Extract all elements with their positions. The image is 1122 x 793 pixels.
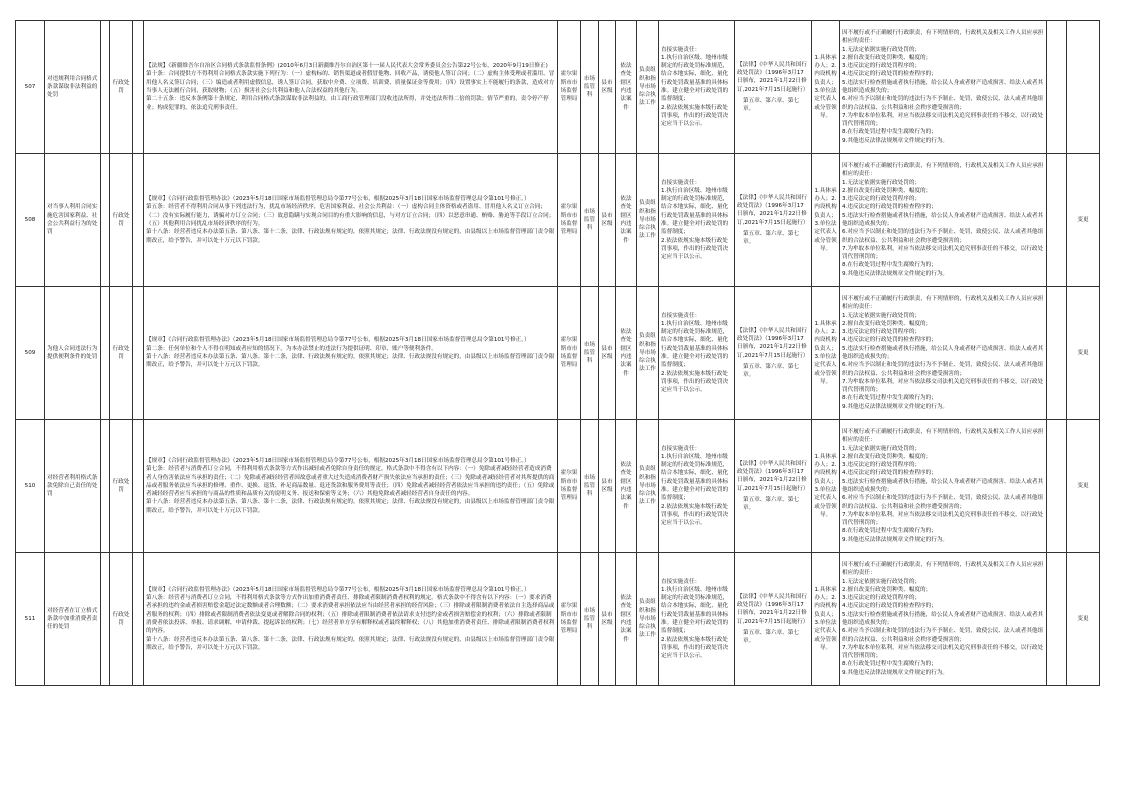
item-number: 510 [16, 420, 45, 553]
accountability-line: 8.在行政处罚过程中发生腐败行为的； [842, 262, 937, 269]
legal-paragraph: 【法规】《新疆维吾尔自治区合同格式条款监督条例》(2010年6月3日新疆维吾尔自治区第十一届人民代表大会常务委员会公告第22号公布，2020年9月19日修正) [146, 63, 548, 70]
duty-line: 2.依法依规实施本级行政处罚事项，作出的行政处罚决定应当于以公示。 [661, 104, 729, 128]
exercise-level: 县市区级 [599, 287, 616, 420]
accountability-line: 9.其他违反法律法规规章文件规定的行为。 [842, 536, 949, 543]
accountability-line: 因不履行或不正确履行行政职责，有下列情形的，行政机关及相关工作人员应承担相应的责任： [842, 295, 1044, 311]
accountability-line: 3.违反法定的行政处罚程序的； [842, 196, 921, 203]
remark-cell: 变更 [1067, 420, 1100, 553]
responsible-persons: 1.具体承办人；2.内设机构负责人；3.单位法定代表人或分管领导。 [812, 553, 840, 686]
legal-paragraph: 第二条：任何单位和个人不得在明知或者应知的情况下，为本办法禁止的违法行为提供证明、印章、账户等便利条件。 [146, 345, 437, 352]
legal-basis [144, 553, 558, 686]
accountability-line: 因不履行或不正确履行行政职责，有下列情形的，行政机关及相关工作人员应承担相应的责任： [842, 29, 1044, 45]
accountability-basis [735, 420, 812, 553]
accountability-line: 5.违法实行检查措施或者执行措施，给公民人身或者财产造成损害、给法人或者其他组织造成损失的； [842, 345, 1044, 360]
exercise-level: 县市区级 [599, 420, 616, 553]
accountability-line: 因不履行或不正确履行行政职责，有下列情形的，行政机关及相关工作人员应承担相应的责任： [842, 428, 1044, 444]
duty-line: 2.依法依规实施本级行政处罚事项，作出的行政处罚决定应当于以公示。 [661, 370, 729, 394]
power-type: 行政处罚 [110, 420, 133, 553]
responsible-office: 市场监管科 [581, 553, 599, 686]
legal-basis [144, 287, 558, 420]
legal-paragraph: 第二十五条：违反本条例第十条规定，利用合同格式条款谋取非法利益的，由工商行政管理部门没收违法所得，并处违法所得二倍的罚款；情节严重的，责令停产停业；构成犯罪的，依法追究刑事责任。 [146, 96, 549, 111]
exercise-level: 县市区级 [599, 21, 616, 154]
basis-chapters: 第五章、第六章、第七章。 [743, 97, 799, 113]
sub-item-cell [101, 420, 110, 553]
accountability-line: 7.为牟取本单位私利，对应当依法移交司法机关追究刑事责任的不移交，以行政处罚代替刑罚的； [842, 112, 1044, 128]
code-cell [133, 553, 144, 686]
item-number: 511 [16, 553, 45, 686]
implementing-department: 霍尔果斯市市场监督管理局 [558, 420, 581, 553]
sub-item-cell [101, 154, 110, 287]
accountability-line: 因不履行或不正确履行行政职责，有下列情形的，行政机关及相关工作人员应承担相应的责任： [842, 561, 1044, 577]
note-cell [1047, 420, 1067, 553]
accountability-line: 5.违法实行检查措施或者执行措施，给公民人身或者财产造成损害、给法人或者其他组织造成损失的； [842, 611, 1044, 626]
basis-law: 【法律】《中华人民共和国行政处罚法》（1996年3月17日颁布，2021年1月22日修订,2021年7月15日起施行） [737, 327, 809, 359]
accountability-line: 4.违反法定的行政处罚的检查程序的； [842, 204, 937, 211]
remark-cell: 变更 [1067, 154, 1100, 287]
accountability-line: 7.为牟取本单位私利，对应当依法移交司法机关追究刑事责任的不移交，以行政处罚代替刑罚的； [842, 644, 1044, 660]
accountability-line: 2.擅自改变行政处罚种类、幅度的； [842, 187, 932, 194]
duty-line: 1.执行自治区级、地州市级制定的行政处罚标准规范，结合本地实际，细化、量化行政处罚裁量基准的具体标准。建立健全对行政处罚的监督制度； [661, 320, 729, 369]
accountability-basis [735, 21, 812, 154]
duty-unit: 负责组织和指导市场综合执法工作 [637, 21, 659, 154]
basis-chapters: 第五章、第六章、第七章。 [743, 629, 799, 645]
basis-law: 【法律】《中华人民共和国行政处罚法》（1996年3月17日颁布，2021年1月22日修订,2021年7月15日起施行） [737, 460, 809, 492]
accountability-line: 3.违反法定的行政处罚程序的； [842, 329, 921, 336]
accountability-line: 9.其他违反法律法规规章文件规定的行为。 [842, 669, 949, 676]
accountability-line: 4.违反法定的行政处罚的检查程序的； [842, 470, 937, 477]
note-cell [1047, 21, 1067, 154]
duty-line: 1.执行自治区级、地州市级制定的行政处罚标准规范，结合本地实际，细化、量化行政处罚裁量基准的具体标准。建立健全对行政处罚的监督制度； [661, 187, 729, 236]
accountability-line: 1.无法定依据实施行政处罚的； [842, 578, 921, 585]
accountability-situations [840, 287, 1047, 420]
implementing-department: 霍尔果斯市市场监督管理局 [558, 154, 581, 287]
code-cell [133, 154, 144, 287]
legal-paragraph: 【规章】《合同行政监督管理办法》（2023年5月18日国家市场监督管理总局令第77号公布，根据2025年3月18日国家市场监督管理总局令第101号修正。） [146, 337, 530, 344]
legal-paragraph: 第十八条：经营者违反本办法第五条、第八条、第十二条，法律、行政法规有规定的，依照其规定；法律、行政法规没有规定的，由县级以上市场监督管理部门责令限期改正，给予警告，并可以处十万元以下罚款。 [146, 354, 555, 369]
legal-basis [144, 154, 558, 287]
accountability-line: 7.为牟取本单位私利，对应当依法移交司法机关追究刑事责任的不移交，以行政处罚代替刑罚的； [842, 245, 1044, 261]
accountability-line: 6.对应当予以制止和处罚的违法行为不予制止、处罚，致使公民、法人或者其他组织的合法权益、公共利益和社会秩序遭受损害的； [842, 362, 1044, 377]
code-cell [133, 21, 144, 154]
accountability-line: 2.擅自改变行政处罚种类、幅度的； [842, 586, 932, 593]
accountability-basis [735, 154, 812, 287]
basis-law: 【法律】《中华人民共和国行政处罚法》（1996年3月17日颁布，2021年1月22日修订,2021年7月15日起施行） [737, 194, 809, 226]
exercise-scope: 依法查处辖区内违法案件 [616, 154, 637, 287]
note-cell [1047, 287, 1067, 420]
power-type: 行政处罚 [110, 154, 133, 287]
accountability-line: 9.其他违反法律法规规章文件规定的行为。 [842, 403, 949, 410]
remark-cell: 变更 [1067, 553, 1100, 686]
legal-basis [144, 420, 558, 553]
duty-line: 直接实施责任： [661, 578, 701, 585]
accountability-line: 3.违反法定的行政处罚程序的； [842, 595, 921, 602]
duty-line: 直接实施责任： [661, 312, 701, 319]
accountability-line: 1.无法定依据实施行政处罚的； [842, 312, 921, 319]
exercise-scope: 依法查处辖区内违法案件 [616, 553, 637, 686]
accountability-line: 3.违反法定的行政处罚程序的； [842, 63, 921, 70]
item-name: 对违规利用合同格式条款谋取非法利益的处罚 [45, 21, 101, 154]
accountability-situations [840, 154, 1047, 287]
implementation-duty [659, 154, 735, 287]
remark-cell: 变更 [1067, 287, 1100, 420]
duty-unit: 负责组织和指导市场综合执法工作 [637, 154, 659, 287]
accountability-basis [735, 287, 812, 420]
responsible-office: 市场监管科 [581, 420, 599, 553]
exercise-scope: 依法查处辖区内违法案件 [616, 287, 637, 420]
duty-line: 直接实施责任： [661, 179, 701, 186]
accountability-line: 8.在行政处罚过程中发生腐败行为的； [842, 129, 937, 136]
note-cell [1047, 553, 1067, 686]
item-name: 对经营者在订立格式条款中加重消费者责任的处罚 [45, 553, 101, 686]
table-row [16, 287, 1100, 420]
item-number: 509 [16, 287, 45, 420]
code-cell [133, 287, 144, 420]
legal-paragraph: 第七条：经营者与消费者订立合同，不得利用格式条款等方式作出减轻或者免除自身责任的规定。格式条款中不得含有以下内容：（一）免除或者减轻经营者造成消费者人身伤害依法应当承担的责任；（二）免除或者减轻经营者因故意或者重大过失造成消费者财产损失依法应当承担的责任；（三）免除或者减轻经营者对其所提供的商品或者服务依法应当承担的修理、重作、更换、退货、补足商品数量、退还货款和服务费用等责任；（四）免除或者减轻经营者依法应当承担的违约责任；（五）免除或者减轻经营者应当承担的与商品的性质和品质有关的说明义务、报送和保密等义务；（六）其他免除或者减轻经营者自身责任的内容。 [146, 466, 555, 498]
duty-line: 直接实施责任： [661, 46, 701, 53]
accountability-line: 4.违反法定的行政处罚的检查程序的； [842, 337, 937, 344]
accountability-line: 7.为牟取本单位私利，对应当依法移交司法机关追究刑事责任的不移交，以行政处罚代替刑罚的； [842, 378, 1044, 394]
accountability-basis [735, 553, 812, 686]
accountability-line: 6.对应当予以制止和处罚的违法行为不予制止、处罚，致使公民、法人或者其他组织的合法权益、公共利益和社会秩序遭受损害的； [842, 495, 1044, 510]
basis-chapters: 第五章、第六章、第七章。 [743, 230, 799, 246]
accountability-line: 因不履行或不正确履行行政职责，有下列情形的，行政机关及相关工作人员应承担相应的责任： [842, 162, 1044, 178]
power-type: 行政处罚 [110, 553, 133, 686]
responsible-persons: 1.具体承办人；2.内设机构负责人；3.单位法定代表人或分管领导。 [812, 154, 840, 287]
legal-paragraph: 第十八条：经营者违反本办法第五条、第八条、第十二条，法律、行政法规有规定的，依照其规定；法律、行政法规没有规定的，由县级以上市场监督管理部门责令限期改正，给予警告，并可以处十万元以下罚款。 [146, 636, 555, 651]
duty-unit: 负责组织和指导市场综合执法工作 [637, 420, 659, 553]
accountability-line: 2.擅自改变行政处罚种类、幅度的； [842, 320, 932, 327]
responsible-persons: 1.具体承办人；2.内设机构负责人；3.单位法定代表人或分管领导。 [812, 287, 840, 420]
legal-basis [144, 21, 558, 154]
implementing-department: 霍尔果斯市市场监督管理局 [558, 287, 581, 420]
sub-item-cell [101, 287, 110, 420]
basis-law: 【法律】《中华人民共和国行政处罚法》（1996年3月17日颁布，2021年1月22日修订,2021年7月15日起施行） [737, 593, 809, 625]
code-cell [133, 420, 144, 553]
implementation-duty [659, 553, 735, 686]
exercise-level: 县市区级 [599, 553, 616, 686]
duty-line: 直接实施责任： [661, 445, 701, 452]
note-cell [1047, 154, 1067, 287]
duty-line: 1.执行自治区级、地州市级制定的行政处罚标准规范，结合本地实际，细化、量化行政处罚裁量基准的具体标准。建立健全对行政处罚的监督制度； [661, 54, 729, 103]
exercise-scope: 依法查处辖区内违法案件 [616, 21, 637, 154]
accountability-situations [840, 553, 1047, 686]
legal-paragraph: 第十条：合同提供方不得利用合同格式条款实施下列行为：（一）虚构标的、销售渠道或者假冒他物、回收产品，诱使他人签订合同；（二）虚构主体受理或者滥用、冒用他人名义签订合同；（三）编造或者利用虚假信息，诱人签订合同，获取中介费、立项费、培训费、质量保证金等费用；（四）设置事实上不能履行的条款，造成对方当事人无法履行合同，获取财物；（五）损害社会公共利益和他人合法权益的其他行为。 [146, 71, 555, 94]
table-row [16, 21, 1100, 154]
duty-line: 2.依法依规实施本级行政处罚事项，作出的行政处罚决定应当于以公示。 [661, 636, 729, 660]
basis-law: 【法律】《中华人民共和国行政处罚法》（1996年3月17日颁布，2021年1月22日修订,2021年7月15日起施行） [737, 61, 809, 93]
legal-paragraph: 【规章】《合同行政监督管理办法》（2023年5月18日国家市场监督管理总局令第77号公布，根据2025年3月18日国家市场监督管理总局令第101号修正。） [146, 586, 530, 593]
sub-item-cell [101, 553, 110, 686]
accountability-line: 5.违法实行检查措施或者执行措施，给公民人身或者财产造成损害、给法人或者其他组织造成损失的； [842, 79, 1044, 94]
implementation-duty [659, 420, 735, 553]
basis-chapters: 第五章、第六章、第七章。 [743, 363, 799, 379]
accountability-line: 5.违法实行检查措施或者执行措施，给公民人身或者财产造成损害、给法人或者其他组织造成损失的； [842, 478, 1044, 493]
responsible-office: 市场监管科 [581, 21, 599, 154]
item-number: 508 [16, 154, 45, 287]
table-row [16, 553, 1100, 686]
legal-paragraph: 第八条：经营者与消费者订立合同，不得利用格式条款等方式作出加重消费者责任、排除或者限制消费者权利的规定。格式条款中不得含有以下内容：（一）要求消费者承担的违约金或者损害赔偿金超过法定数额或者合理数额；（二）要求消费者承担依法应当由经营者承担的经营风险；（三）排除或者限制消费者依法自主选择商品或者服务的权利；（四）排除或者限制消费者依法变更或者解除合同的权利；（五）排除或者限制消费者依法请求支付违约金或者损害赔偿金的权利；（六）排除或者限制消费者依法投诉、举报、请求调解、申请仲裁、提起诉讼的权利；（七）经营者单方享有解释权或者最终解释权；（八）其他加重消费者责任、排除或者限制消费者权利的内容。 [146, 595, 555, 635]
power-type: 行政处罚 [110, 287, 133, 420]
accountability-line: 4.违反法定的行政处罚的检查程序的； [842, 71, 937, 78]
table-row [16, 420, 1100, 553]
implementing-department: 霍尔果斯市市场监督管理局 [558, 21, 581, 154]
legal-paragraph: 第十八条：经营者违反本办法第五条、第八条、第十二条，法律、行政法规有规定的，依照其规定；法律、行政法规没有规定的，由县级以上市场监督管理部门责令限期改正，给予警告，并可以处十万元以下罚款。 [146, 499, 555, 514]
item-number: 507 [16, 21, 45, 154]
responsible-office: 市场监管科 [581, 287, 599, 420]
legal-paragraph: 第十八条：经营者违反本办法第五条、第八条、第十二条，法律、行政法规有规定的，依照其规定；法律、行政法规没有规定的，由县级以上市场监督管理部门责令限期改正，给予警告，并可以处十万元以下罚款。 [146, 229, 555, 244]
legal-paragraph: 【规章】《合同行政监督管理办法》（2023年5月18日国家市场监督管理总局令第77号公布，根据2025年3月18日国家市场监督管理总局令第101号修正。） [146, 457, 530, 464]
accountability-line: 1.无法定依据实施行政处罚的； [842, 46, 921, 53]
accountability-line: 2.擅自改变行政处罚种类、幅度的； [842, 453, 932, 460]
responsible-persons: 1.具体承办人；2.内设机构负责人；3.单位法定代表人或分管领导。 [812, 420, 840, 553]
accountability-line: 6.对应当予以制止和处罚的违法行为不予制止、处罚，致使公民、法人或者其他组织的合法权益、公共利益和社会秩序遭受损害的； [842, 96, 1044, 111]
sub-item-cell [101, 21, 110, 154]
accountability-line: 9.其他违反法律法规规章文件规定的行为。 [842, 270, 949, 277]
duty-line: 1.执行自治区级、地州市级制定的行政处罚标准规范，结合本地实际，细化、量化行政处罚裁量基准的具体标准。建立健全对行政处罚的监督制度； [661, 586, 729, 635]
accountability-line: 5.违法实行检查措施或者执行措施，给公民人身或者财产造成损害、给法人或者其他组织造成损失的； [842, 212, 1044, 227]
accountability-situations [840, 420, 1047, 553]
implementation-duty [659, 21, 735, 154]
basis-chapters: 第五章、第六章、第七章。 [743, 496, 799, 512]
exercise-level: 县市区级 [599, 154, 616, 287]
duty-line: 2.依法依规实施本级行政处罚事项，作出的行政处罚决定应当于以公示。 [661, 503, 729, 527]
power-list-table [15, 20, 1100, 686]
accountability-line: 1.无法定依据实施行政处罚的； [842, 179, 921, 186]
accountability-line: 8.在行政处罚过程中发生腐败行为的； [842, 395, 937, 402]
accountability-line: 1.无法定依据实施行政处罚的； [842, 445, 921, 452]
duty-unit: 负责组织和指导市场综合执法工作 [637, 287, 659, 420]
accountability-situations [840, 21, 1047, 154]
remark-cell [1067, 21, 1100, 154]
legal-paragraph: 【规章】《合同行政监督管理办法》（2023年5月18日国家市场监督管理总局令第77号公布，根据2025年3月18日国家市场监督管理总局令第101号修正。） [146, 196, 530, 203]
accountability-line: 8.在行政处罚过程中发生腐败行为的； [842, 528, 937, 535]
accountability-line: 6.对应当予以制止和处罚的违法行为不予制止、处罚，致使公民、法人或者其他组织的合法权益、公共利益和社会秩序遭受损害的； [842, 628, 1044, 643]
accountability-line: 4.违反法定的行政处罚的检查程序的； [842, 603, 937, 610]
power-type: 行政处罚 [110, 21, 133, 154]
accountability-line: 3.违反法定的行政处罚程序的； [842, 462, 921, 469]
duty-line: 1.执行自治区级、地州市级制定的行政处罚标准规范，结合本地实际，细化、量化行政处罚裁量基准的具体标准。建立健全对行政处罚的监督制度； [661, 453, 729, 502]
duty-unit: 负责组织和指导市场综合执法工作 [637, 553, 659, 686]
responsible-office: 市场监管科 [581, 154, 599, 287]
item-name: 对当事人利用合同实施危害国家利益、社会公共利益行为的处罚 [45, 154, 101, 287]
legal-paragraph: 第五条：经营者不得利用合同从事下列违法行为，扰乱市场经济秩序，危害国家利益、社会公共利益：（一）虚构合同主体资格或者盗用、冒用他人名义订立合同；（二）没有实际履行能力，诱骗对方订立合同；（三）故意隐瞒与实现合同目的有重大影响的信息，与对方订立合同；（四）以恶意串通、贿赂、胁迫等手段订立合同；（五）其他利用合同扰乱市场经济秩序的行为。 [146, 204, 555, 227]
duty-line: 2.依法依规实施本级行政处罚事项，作出的行政处罚决定应当于以公示。 [661, 237, 729, 261]
accountability-line: 7.为牟取本单位私利，对应当依法移交司法机关追究刑事责任的不移交，以行政处罚代替刑罚的； [842, 511, 1044, 527]
accountability-line: 2.擅自改变行政处罚种类、幅度的； [842, 54, 932, 61]
responsible-persons: 1.具体承办人；2.内设机构负责人；3.单位法定代表人或分管领导。 [812, 21, 840, 154]
table-row [16, 154, 1100, 287]
accountability-line: 8.在行政处罚过程中发生腐败行为的； [842, 661, 937, 668]
exercise-scope: 依法查处辖区内违法案件 [616, 420, 637, 553]
implementing-department: 霍尔果斯市市场监督管理局 [558, 553, 581, 686]
item-name: 为他人合同违法行为提供便利条件的处罚 [45, 287, 101, 420]
item-name: 对经营者利用格式条款免除自己责任的处罚 [45, 420, 101, 553]
accountability-line: 6.对应当予以制止和处罚的违法行为不予制止、处罚，致使公民、法人或者其他组织的合法权益、公共利益和社会秩序遭受损害的； [842, 229, 1044, 244]
accountability-line: 9.其他违反法律法规规章文件规定的行为。 [842, 137, 949, 144]
implementation-duty [659, 287, 735, 420]
